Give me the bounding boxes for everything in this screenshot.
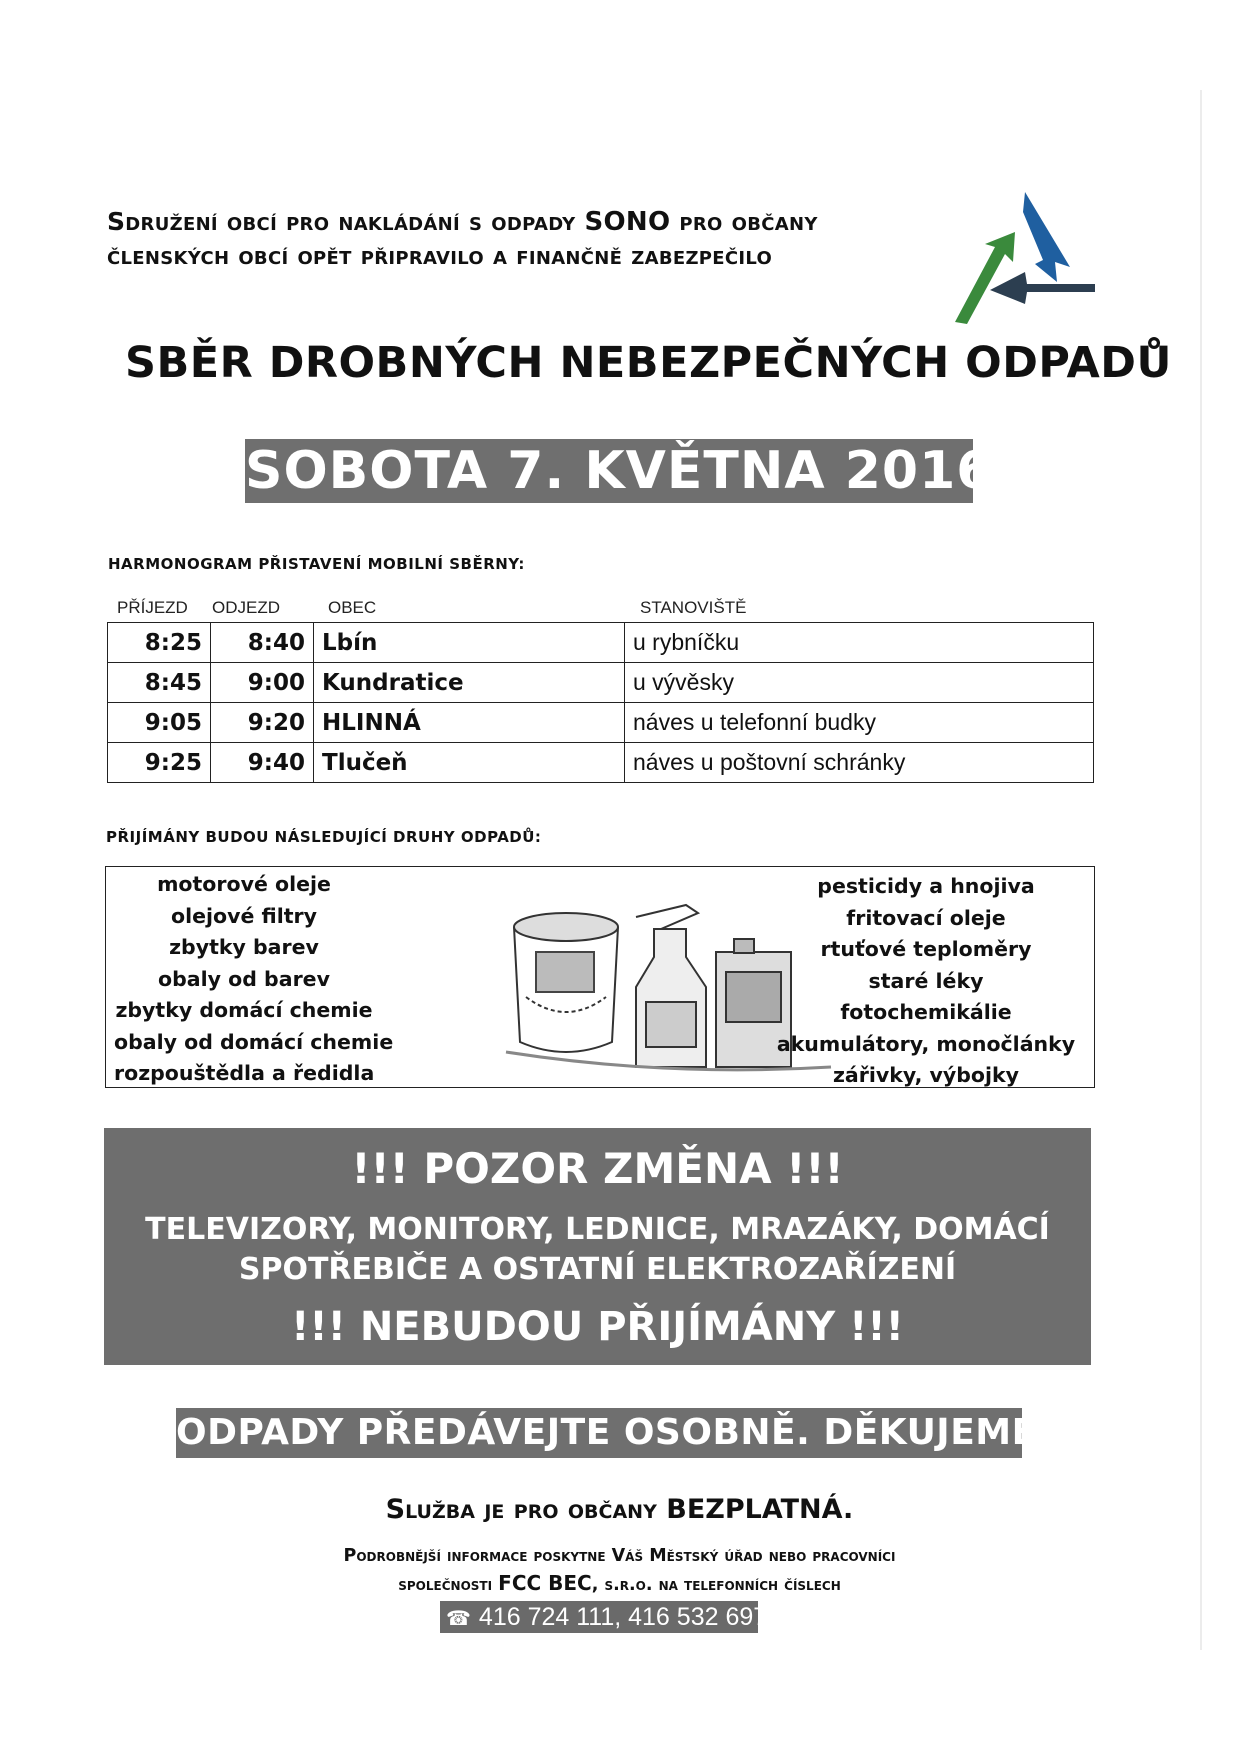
col-head-village: OBEC — [328, 598, 377, 617]
list-item: olejové filtry — [170, 903, 318, 928]
paint-bucket — [514, 913, 618, 1052]
departure-cell: 9:00 — [211, 663, 314, 703]
free-service-note — [0, 1494, 1239, 1525]
table-row — [108, 623, 1094, 663]
col-head-departure: ODJEZD — [212, 598, 280, 617]
col-head-location: STANOVIŠTĚ — [640, 598, 747, 617]
list-item: fotochemikálie — [840, 1000, 1012, 1024]
list-item: zbytky domácí chemie — [115, 998, 373, 1022]
departure-cell: 9:20 — [211, 703, 314, 743]
date-banner: SOBOTA 7. KVĚTNA 2016 — [245, 441, 994, 501]
recycling-arrows-logo — [955, 192, 1115, 332]
list-item: pesticidy a hnojiva — [817, 874, 1035, 898]
info-line-1-part-c: nebo pracovníci — [768, 1546, 896, 1566]
intro-sono: SONO — [584, 207, 671, 237]
list-item: rozpouštědla a ředidla — [114, 1061, 375, 1085]
warning-items-line-1: TELEVIZORY, MONITORY, LEDNICE, MRAZÁKY, DOMÁCÍ — [145, 1212, 1050, 1247]
village-cell: Lbín — [314, 623, 625, 663]
warning-box — [104, 1128, 1091, 1365]
intro-line-1-part-a: Sdružení obcí pro nakládání s odpady — [107, 207, 576, 236]
logo-green-arrow — [955, 232, 1015, 324]
warning-items — [104, 1210, 1091, 1290]
info-line-1-part-b: Váš Městský úřad — [611, 1546, 763, 1566]
free-service-prefix: Služba je pro občany — [385, 1494, 657, 1525]
intro-text — [107, 205, 967, 272]
phone-numbers-text: 416 724 111, 416 532 697 — [478, 1603, 768, 1631]
list-item: obaly od domácí chemie — [114, 1029, 394, 1054]
logo-dark-arrow — [990, 272, 1095, 304]
location-cell: náves u telefonní budky — [625, 703, 1094, 743]
waste-list-left — [114, 869, 394, 1090]
list-item: motorové oleje — [157, 872, 331, 896]
spray-bottle — [636, 905, 706, 1067]
info-line-1 — [0, 1543, 1239, 1570]
main-title: SBĚR DROBNÝCH NEBEZPEČNÝCH ODPADŮ — [125, 338, 1172, 388]
table-row — [108, 663, 1094, 703]
intro-line-1 — [107, 205, 967, 239]
intro-line-2: členských obcí opět připravilo a finančně zabezpečilo — [107, 241, 773, 270]
arrival-cell: 9:05 — [108, 703, 211, 743]
arrival-cell: 9:25 — [108, 743, 211, 783]
col-head-arrival: PŘÍJEZD — [117, 598, 188, 617]
list-item: obaly od barev — [158, 966, 330, 991]
info-line-2-part-c: , s.r.o. na telefonních číslech — [591, 1575, 841, 1595]
waste-list-right — [766, 871, 1086, 1092]
intro-line-1-part-c: pro občany — [679, 207, 818, 236]
village-cell: HLINNÁ — [314, 703, 625, 743]
warning-items-line-2: SPOTŘEBIČE A OSTATNÍ ELEKTROZAŘÍZENÍ — [238, 1252, 957, 1287]
list-item: zářivky, výbojky — [832, 1063, 1020, 1087]
list-item: zbytky barev — [169, 935, 319, 959]
arrival-cell: 8:25 — [108, 623, 211, 663]
list-item: staré léky — [868, 968, 984, 993]
list-item: rtuťové teploměry — [820, 937, 1032, 961]
phone-icon: ☎ — [446, 1608, 471, 1630]
departure-cell: 8:40 — [211, 623, 314, 663]
hand-over-banner: ODPADY PŘEDÁVEJTE OSOBNĚ. DĚKUJEME. — [176, 1408, 1022, 1458]
free-service-emph: BEZPLATNÁ. — [666, 1494, 854, 1525]
info-line-2 — [0, 1570, 1239, 1599]
warning-footer: !!! NEBUDOU PŘIJÍMÁNY !!! — [291, 1304, 904, 1350]
schedule-table — [107, 622, 1094, 783]
table-row — [108, 743, 1094, 783]
info-line-1-part-a: Podrobnější informace poskytne — [343, 1546, 606, 1566]
info-text — [0, 1543, 1239, 1599]
table-row — [108, 703, 1094, 743]
schedule-label: HARMONOGRAM PŘISTAVENÍ MOBILNÍ SBĚRNY: — [108, 555, 525, 573]
waste-types-label: PŘIJÍMÁNY BUDOU NÁSLEDUJÍCÍ DRUHY ODPADŮ: — [106, 828, 542, 846]
scan-edge-line — [1200, 90, 1202, 1650]
village-cell: Kundratice — [314, 663, 625, 703]
info-company: FCC BEC — [498, 1571, 592, 1595]
info-line-2-part-a: společnosti — [398, 1575, 493, 1595]
location-cell: u vývěsky — [625, 663, 1094, 703]
departure-cell: 9:40 — [211, 743, 314, 783]
list-item: fritovací oleje — [846, 905, 1006, 930]
phone-numbers — [440, 1601, 768, 1633]
location-cell: u rybníčku — [625, 623, 1094, 663]
waste-types-box — [105, 866, 1095, 1088]
arrival-cell: 8:45 — [108, 663, 211, 703]
location-cell: náves u poštovní schránky — [625, 743, 1094, 783]
village-cell: Tlučeň — [314, 743, 625, 783]
warning-title: !!! POZOR ZMĚNA !!! — [351, 1144, 844, 1193]
logo-blue-arrow — [1023, 192, 1070, 282]
list-item: akumulátory, monočlánky — [776, 1031, 1076, 1056]
